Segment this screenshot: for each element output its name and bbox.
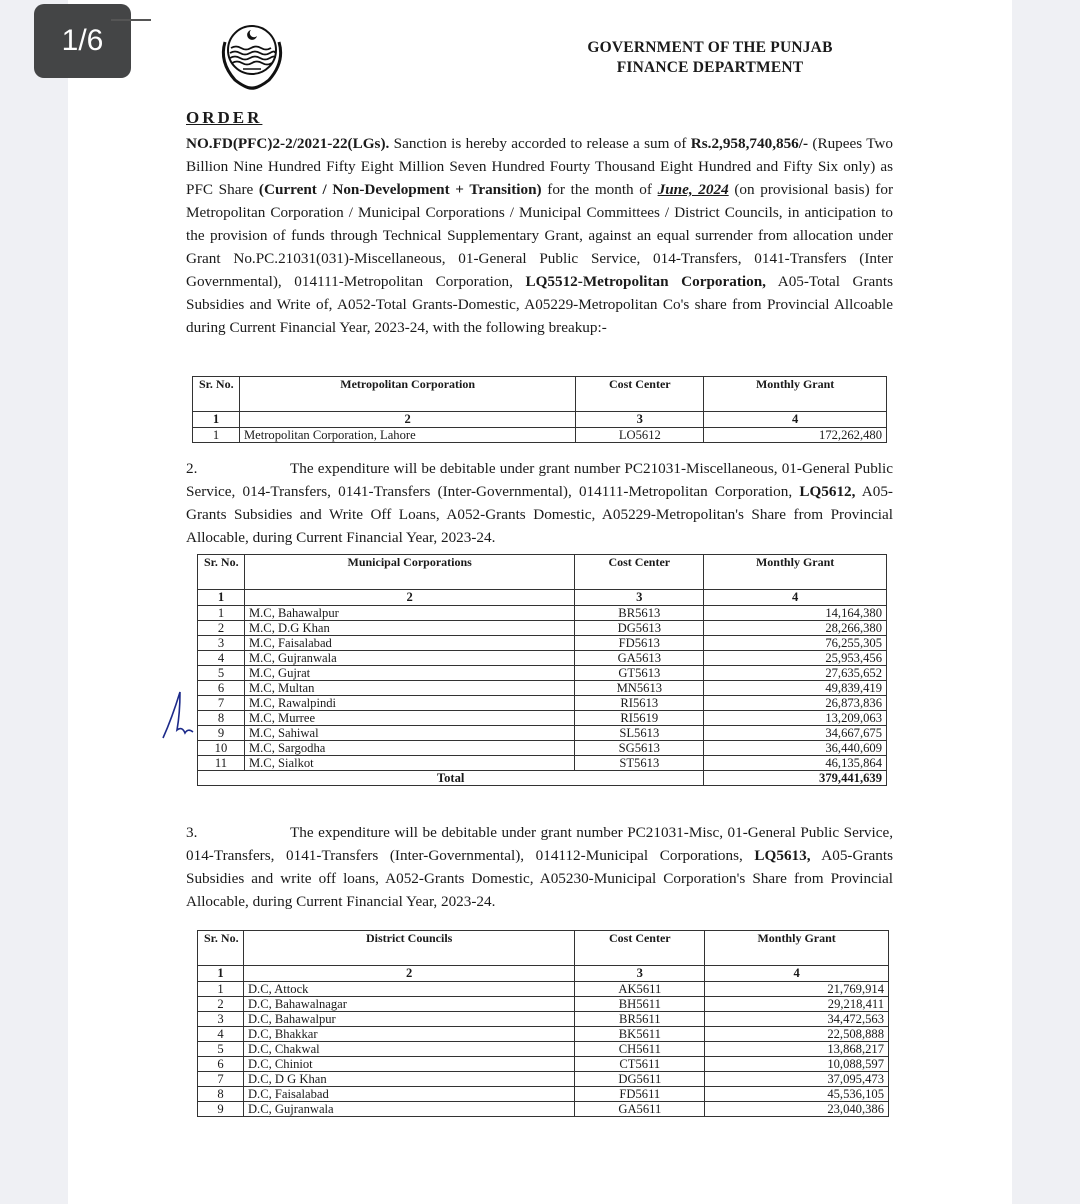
- header-sr-no: Sr. No.: [198, 931, 244, 966]
- col-number: 1: [198, 590, 245, 606]
- cell-sr: 3: [198, 636, 245, 651]
- cell-cost-center: FD5613: [575, 636, 704, 651]
- paragraph-2: [186, 457, 893, 549]
- cell-name: Metropolitan Corporation, Lahore: [239, 428, 575, 443]
- signature-mark: [160, 688, 196, 746]
- cell-grant: 23,040,386: [705, 1102, 889, 1117]
- cell-cost-center: SG5613: [575, 741, 704, 756]
- sanction-amount: Rs.2,958,740,856/-: [690, 135, 809, 152]
- table-row: [198, 1027, 889, 1042]
- cell-sr: 6: [198, 1057, 244, 1072]
- table-row: [198, 711, 887, 726]
- cell-grant: 34,667,675: [704, 726, 887, 741]
- table-row: [198, 1087, 889, 1102]
- cell-name: D.C, D G Khan: [243, 1072, 574, 1087]
- cell-grant: 21,769,914: [705, 982, 889, 997]
- cell-sr: 9: [198, 726, 245, 741]
- cell-sr: 8: [198, 1087, 244, 1102]
- cell-grant: 13,868,217: [705, 1042, 889, 1057]
- cell-sr: 6: [198, 681, 245, 696]
- cell-grant: 25,953,456: [704, 651, 887, 666]
- cell-sr: 4: [198, 1027, 244, 1042]
- cell-cost-center: CH5611: [575, 1042, 705, 1057]
- page-counter-badge: [34, 4, 131, 78]
- cell-name: M.C, Sialkot: [244, 756, 574, 771]
- cell-cost-center: GA5613: [575, 651, 704, 666]
- cell-name: D.C, Bahawalnagar: [243, 997, 574, 1012]
- metropolitan-corporation-table: [192, 376, 887, 443]
- header-name: District Councils: [243, 931, 574, 966]
- cell-sr: 1: [198, 606, 245, 621]
- cell-cost-center: DG5613: [575, 621, 704, 636]
- paragraph-text: A05-Grants Subsidies and write off loans, A052-Grants Domestic, A05230-Municipal Corporation's Share from Provincial Allocable, during Current Financial Year, 2023-24.: [186, 847, 893, 910]
- header-cost-center: Cost Center: [576, 377, 704, 412]
- table-row: [198, 997, 889, 1012]
- order-text: (Rupees Two Billion Nine Hundred Fifty Eight Million Seven Hundred Fourty Thousand Eight Hundred and Fifty Six only) as PFC Share: [186, 135, 893, 198]
- cell-name: M.C, Faisalabad: [244, 636, 574, 651]
- cell-grant: 46,135,864: [704, 756, 887, 771]
- punjab-government-emblem-icon: [217, 20, 287, 98]
- cell-name: D.C, Bhakkar: [243, 1027, 574, 1042]
- cell-grant: 34,472,563: [705, 1012, 889, 1027]
- letterhead-government: GOVERNMENT OF THE PUNJAB: [587, 39, 833, 56]
- cell-name: D.C, Chakwal: [243, 1042, 574, 1057]
- cell-grant: 37,095,473: [705, 1072, 889, 1087]
- col-number: 2: [244, 590, 574, 606]
- table-row: [198, 606, 887, 621]
- cell-grant: 36,440,609: [704, 741, 887, 756]
- cell-cost-center: CT5611: [575, 1057, 705, 1072]
- order-text: Sanction is hereby accorded to release a sum of: [389, 135, 691, 152]
- order-month: June, 2024: [657, 181, 729, 198]
- table-row: [198, 1102, 889, 1117]
- cell-cost-center: DG5611: [575, 1072, 705, 1087]
- cell-grant: 26,873,836: [704, 696, 887, 711]
- cell-name: M.C, D.G Khan: [244, 621, 574, 636]
- col-number: 1: [198, 966, 244, 982]
- cell-grant: 22,508,888: [705, 1027, 889, 1042]
- cell-sr: 4: [198, 651, 245, 666]
- cell-sr: 9: [198, 1102, 244, 1117]
- cell-name: M.C, Murree: [244, 711, 574, 726]
- col-number: 4: [704, 590, 887, 606]
- district-councils-table: [197, 930, 889, 1117]
- cell-cost-center: GT5613: [575, 666, 704, 681]
- total-value: 379,441,639: [704, 771, 887, 786]
- municipal-corporations-table: [197, 554, 887, 786]
- cell-grant: 14,164,380: [704, 606, 887, 621]
- order-text: A05-Total Grants Subsidies and Write of, A052-Total Grants-Domestic, A05229-Metropolitan Co's share from Provincial Allcoable during Current Financial Year, 2023-24, with the following breakup:-: [186, 273, 893, 336]
- header-name: Metropolitan Corporation: [239, 377, 575, 412]
- cell-name: D.C, Attock: [243, 982, 574, 997]
- header-monthly-grant: Monthly Grant: [704, 555, 887, 590]
- page-counter-text: 1/6: [61, 24, 104, 57]
- cell-cost-center: ST5613: [575, 756, 704, 771]
- table-row: [198, 1072, 889, 1087]
- cell-name: M.C, Multan: [244, 681, 574, 696]
- paragraph-text: A05-Grants Subsidies and Write Off Loans, A052-Grants Domestic, A05229-Metropolitan's Share from Provincial Allocable, during Current Financial Year, 2023-24.: [186, 483, 893, 546]
- header-sr-no: Sr. No.: [198, 555, 245, 590]
- cell-grant: 172,262,480: [704, 428, 887, 443]
- cell-sr: 1: [198, 982, 244, 997]
- scan-mark: [111, 19, 151, 21]
- cell-grant: 76,255,305: [704, 636, 887, 651]
- table-row: [198, 696, 887, 711]
- cell-grant: 45,536,105: [705, 1087, 889, 1102]
- table-row: [198, 1042, 889, 1057]
- paragraph-number: 2.: [186, 460, 198, 477]
- cell-sr: 5: [198, 1042, 244, 1057]
- cell-name: D.C, Gujranwala: [243, 1102, 574, 1117]
- table-row: [198, 651, 887, 666]
- order-text: (on provisional basis) for Metropolitan Corporation / Municipal Corporations / Municipal Committees / District Councils, in anticipation to the provision of funds through Technical Supplementary Grant, against an equal surrender from allocation under Grant No.PC.21031(031)-Miscellaneous, 01-General Public Service, 014-Transfers, 0141-Transfers (Inter Governmental), 014111-Metropolitan Corporation,: [186, 181, 894, 290]
- cell-name: D.C, Faisalabad: [243, 1087, 574, 1102]
- order-paragraph-1: [186, 132, 893, 339]
- cell-grant: 49,839,419: [704, 681, 887, 696]
- cell-cost-center: BR5611: [575, 1012, 705, 1027]
- grant-code: LQ5512-Metropolitan Corporation,: [525, 273, 766, 290]
- col-number: 4: [704, 412, 887, 428]
- cell-name: M.C, Gujrat: [244, 666, 574, 681]
- header-cost-center: Cost Center: [575, 555, 704, 590]
- header-monthly-grant: Monthly Grant: [704, 377, 887, 412]
- table-row: [198, 741, 887, 756]
- table-row: [198, 666, 887, 681]
- cell-sr: 7: [198, 696, 245, 711]
- cell-sr: 8: [198, 711, 245, 726]
- col-number: 3: [575, 590, 704, 606]
- cell-sr: 10: [198, 741, 245, 756]
- cell-sr: 11: [198, 756, 245, 771]
- cell-name: M.C, Gujranwala: [244, 651, 574, 666]
- total-label: Total: [198, 771, 704, 786]
- cell-cost-center: AK5611: [575, 982, 705, 997]
- order-reference: NO.FD(PFC)2-2/2021-22(LGs).: [186, 135, 390, 152]
- cell-cost-center: LO5612: [576, 428, 704, 443]
- cell-cost-center: BR5613: [575, 606, 704, 621]
- cell-cost-center: BH5611: [575, 997, 705, 1012]
- cell-name: M.C, Bahawalpur: [244, 606, 574, 621]
- cell-grant: 10,088,597: [705, 1057, 889, 1072]
- paragraph-3: [186, 821, 893, 913]
- cell-sr: 7: [198, 1072, 244, 1087]
- table-row: [193, 428, 887, 443]
- total-row: [198, 771, 887, 786]
- header-name: Municipal Corporations: [244, 555, 574, 590]
- cell-cost-center: SL5613: [575, 726, 704, 741]
- cell-grant: 27,635,652: [704, 666, 887, 681]
- cell-sr: 2: [198, 997, 244, 1012]
- cell-name: M.C, Rawalpindi: [244, 696, 574, 711]
- order-title: ORDER: [186, 108, 263, 127]
- header-monthly-grant: Monthly Grant: [705, 931, 889, 966]
- cell-cost-center: MN5613: [575, 681, 704, 696]
- letterhead-department: FINANCE DEPARTMENT: [616, 59, 804, 76]
- cell-sr: 2: [198, 621, 245, 636]
- cell-cost-center: RI5619: [575, 711, 704, 726]
- cell-sr: 1: [193, 428, 240, 443]
- cell-grant: 13,209,063: [704, 711, 887, 726]
- col-number: 2: [243, 966, 574, 982]
- cell-name: M.C, Sargodha: [244, 741, 574, 756]
- letterhead: [560, 38, 860, 78]
- share-type: (Current / Non-Development + Transition): [258, 181, 542, 198]
- table-row: [198, 636, 887, 651]
- header-cost-center: Cost Center: [575, 931, 705, 966]
- cell-name: D.C, Bahawalpur: [243, 1012, 574, 1027]
- paragraph-text: The expenditure will be debitable under grant number PC21031-Miscellaneous, 01-General Public Service, 014-Transfers, 0141-Transfers (Inter-Governmental), 014111-Metropolitan Corporation,: [186, 460, 893, 500]
- col-number: 1: [193, 412, 240, 428]
- cell-name: D.C, Chiniot: [243, 1057, 574, 1072]
- col-number: 3: [576, 412, 704, 428]
- paragraph-number: 3.: [186, 824, 198, 841]
- cell-sr: 3: [198, 1012, 244, 1027]
- cell-cost-center: GA5611: [575, 1102, 705, 1117]
- grant-code: LQ5612,: [799, 483, 856, 500]
- cell-grant: 28,266,380: [704, 621, 887, 636]
- table-row: [198, 621, 887, 636]
- table-row: [198, 756, 887, 771]
- order-text: for the month of: [541, 181, 658, 198]
- cell-cost-center: FD5611: [575, 1087, 705, 1102]
- col-number: 4: [705, 966, 889, 982]
- cell-grant: 29,218,411: [705, 997, 889, 1012]
- paragraph-text: The expenditure will be debitable under grant number PC21031-Misc, 01-General Public Service, 014-Transfers, 0141-Transfers (Inter-Governmental), 014112-Municipal Corporations,: [186, 824, 893, 864]
- cell-name: M.C, Sahiwal: [244, 726, 574, 741]
- cell-sr: 5: [198, 666, 245, 681]
- table-row: [198, 1012, 889, 1027]
- table-row: [198, 726, 887, 741]
- col-number: 3: [575, 966, 705, 982]
- table-row: [198, 982, 889, 997]
- table-row: [198, 1057, 889, 1072]
- col-number: 2: [239, 412, 575, 428]
- cell-cost-center: BK5611: [575, 1027, 705, 1042]
- header-sr-no: Sr. No.: [193, 377, 240, 412]
- table-row: [198, 681, 887, 696]
- grant-code: LQ5613,: [754, 847, 811, 864]
- cell-cost-center: RI5613: [575, 696, 704, 711]
